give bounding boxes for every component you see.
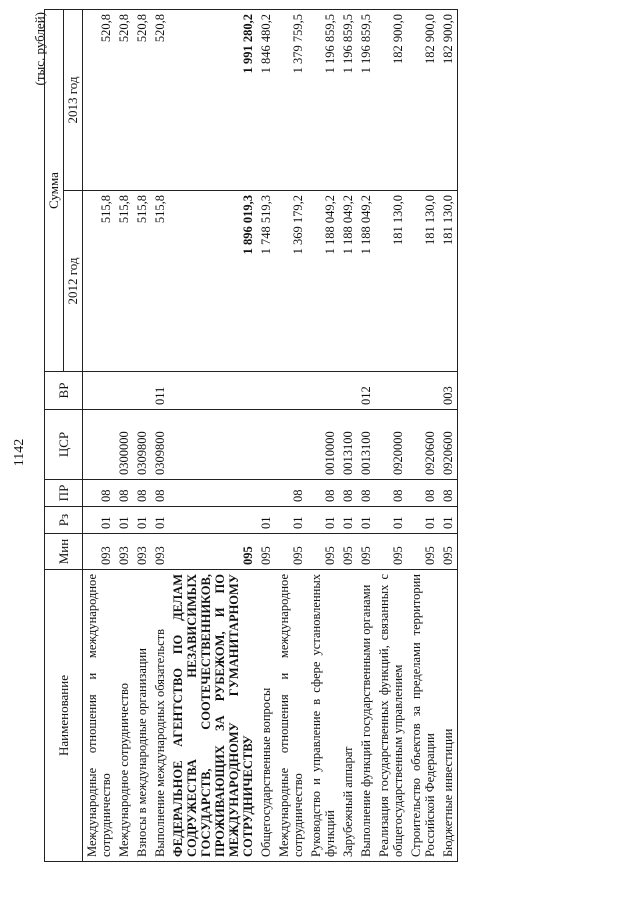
- row-name: Реализация государственных функций, связанных с общегосударственным управлением: [375, 570, 407, 862]
- table-row: [439, 10, 458, 862]
- row-sum-2013: 1 196 859,5: [339, 10, 357, 191]
- table-row: [375, 10, 407, 862]
- row-pr: 08: [357, 480, 375, 507]
- row-sum-2012: 515,8: [115, 191, 133, 372]
- row-name: ФЕДЕРАЛЬНОЕ АГЕНТСТВО ПО ДЕЛАМ СОДРУЖЕСТВА НЕЗАВИСИМЫХ ГОСУДАРСТВ, СООТЕЧЕСТВЕННИКОВ, ПРОЖИВАЮЩИХ ЗА РУБЕЖОМ, И ПО МЕЖДУНАРОДНОМУ ГУМАНИТАРНОМУ СОТРУДНИЧЕСТВУ: [169, 570, 257, 862]
- row-rz: 01: [115, 507, 133, 534]
- row-min: 095: [407, 534, 439, 570]
- table-row: [357, 10, 375, 862]
- row-sum-2012: 1 369 179,2: [275, 191, 307, 372]
- row-sum-2013: 1 379 759,5: [275, 10, 307, 191]
- row-csr: 0920000: [375, 410, 407, 480]
- header-rz: Рз: [45, 507, 83, 534]
- row-pr: [257, 480, 275, 507]
- row-name: Общегосударственные вопросы: [257, 570, 275, 862]
- row-sum-2012: 515,8: [83, 191, 116, 372]
- row-min: 093: [133, 534, 151, 570]
- row-vr: [169, 372, 257, 410]
- row-csr: 0309800: [133, 410, 151, 480]
- table-row: [257, 10, 275, 862]
- row-rz: 01: [151, 507, 169, 534]
- table-row: [151, 10, 169, 862]
- row-name: Строительство объектов за пределами территории Российской Федерации: [407, 570, 439, 862]
- header-sum: Сумма: [45, 10, 64, 372]
- header-pr: ПР: [45, 480, 83, 507]
- row-sum-2013: 520,8: [133, 10, 151, 191]
- table-row: [407, 10, 439, 862]
- row-sum-2012: 1 748 519,3: [257, 191, 275, 372]
- row-vr: [375, 372, 407, 410]
- row-name: Выполнение международных обязательств: [151, 570, 169, 862]
- row-sum-2013: 1 196 859,5: [357, 10, 375, 191]
- table-row: [115, 10, 133, 862]
- header-row-1: [45, 10, 64, 862]
- row-rz: 01: [339, 507, 357, 534]
- row-sum-2013: 1 846 480,2: [257, 10, 275, 191]
- row-csr: [83, 410, 116, 480]
- row-min: 095: [375, 534, 407, 570]
- row-csr: 0920600: [439, 410, 458, 480]
- row-sum-2013: 1 991 280,2: [169, 10, 257, 191]
- header-name: Наименование: [45, 570, 83, 862]
- row-csr: 0300000: [115, 410, 133, 480]
- row-name: Бюджетные инвестиции: [439, 570, 458, 862]
- row-csr: 0309800: [151, 410, 169, 480]
- row-csr: [257, 410, 275, 480]
- row-vr: [407, 372, 439, 410]
- page-number: 1142: [12, 438, 27, 467]
- row-csr: [169, 410, 257, 480]
- row-rz: 01: [375, 507, 407, 534]
- header-2012: 2012 год: [64, 191, 83, 372]
- row-sum-2012: 515,8: [133, 191, 151, 372]
- row-name: Руководство и управление в сфере установленных функций: [307, 570, 339, 862]
- row-min: 093: [83, 534, 116, 570]
- row-vr: 003: [439, 372, 458, 410]
- table-body: [83, 10, 458, 862]
- row-vr: [133, 372, 151, 410]
- row-min: 095: [169, 534, 257, 570]
- table-row: [339, 10, 357, 862]
- table-row: [83, 10, 116, 862]
- row-rz: 01: [257, 507, 275, 534]
- row-pr: 08: [151, 480, 169, 507]
- row-rz: 01: [439, 507, 458, 534]
- row-sum-2012: 1 188 049,2: [339, 191, 357, 372]
- row-pr: 08: [307, 480, 339, 507]
- row-sum-2013: 182 900,0: [439, 10, 458, 191]
- row-vr: [83, 372, 116, 410]
- row-pr: 08: [439, 480, 458, 507]
- row-pr: 08: [133, 480, 151, 507]
- row-pr: 08: [275, 480, 307, 507]
- table-row: [307, 10, 339, 862]
- row-sum-2012: 181 130,0: [439, 191, 458, 372]
- row-sum-2012: 1 896 019,3: [169, 191, 257, 372]
- row-pr: 08: [407, 480, 439, 507]
- row-sum-2012: 515,8: [151, 191, 169, 372]
- row-name: Международные отношения и международное сотрудничество: [275, 570, 307, 862]
- row-sum-2013: 520,8: [151, 10, 169, 191]
- header-min: Мин: [45, 534, 83, 570]
- table-row: [275, 10, 307, 862]
- row-min: 095: [357, 534, 375, 570]
- row-sum-2013: 520,8: [115, 10, 133, 191]
- row-csr: 0010000: [307, 410, 339, 480]
- row-rz: 01: [275, 507, 307, 534]
- row-min: 093: [151, 534, 169, 570]
- row-pr: 08: [339, 480, 357, 507]
- row-vr: [339, 372, 357, 410]
- row-pr: 08: [83, 480, 116, 507]
- row-name: Зарубежный аппарат: [339, 570, 357, 862]
- row-vr: [307, 372, 339, 410]
- row-vr: [115, 372, 133, 410]
- units-label: (тыс. рублей): [32, 12, 47, 86]
- row-sum-2012: 1 188 049,2: [307, 191, 339, 372]
- row-vr: 012: [357, 372, 375, 410]
- row-sum-2013: 182 900,0: [375, 10, 407, 191]
- row-rz: 01: [407, 507, 439, 534]
- header-csr: ЦСР: [45, 410, 83, 480]
- header-vr: ВР: [45, 372, 83, 410]
- row-min: 095: [257, 534, 275, 570]
- row-csr: 0013100: [339, 410, 357, 480]
- row-csr: 0920600: [407, 410, 439, 480]
- row-pr: [169, 480, 257, 507]
- row-rz: 01: [83, 507, 116, 534]
- table-row: [169, 10, 257, 862]
- row-min: 095: [339, 534, 357, 570]
- row-csr: [275, 410, 307, 480]
- row-name: Выполнение функций государственными органами: [357, 570, 375, 862]
- row-name: Международные отношения и международное сотрудничество: [83, 570, 116, 862]
- row-vr: [275, 372, 307, 410]
- row-min: 093: [115, 534, 133, 570]
- row-sum-2012: 181 130,0: [407, 191, 439, 372]
- row-sum-2012: 181 130,0: [375, 191, 407, 372]
- row-rz: [169, 507, 257, 534]
- row-min: 095: [439, 534, 458, 570]
- row-rz: 01: [357, 507, 375, 534]
- row-sum-2013: 520,8: [83, 10, 116, 191]
- row-min: 095: [275, 534, 307, 570]
- row-pr: 08: [115, 480, 133, 507]
- row-sum-2012: 1 188 049,2: [357, 191, 375, 372]
- row-vr: [257, 372, 275, 410]
- row-min: 095: [307, 534, 339, 570]
- row-pr: 08: [375, 480, 407, 507]
- row-name: Взносы в международные организации: [133, 570, 151, 862]
- row-sum-2013: 182 900,0: [407, 10, 439, 191]
- table-row: [133, 10, 151, 862]
- row-rz: 01: [133, 507, 151, 534]
- row-sum-2013: 1 196 859,5: [307, 10, 339, 191]
- row-csr: 0013100: [357, 410, 375, 480]
- row-rz: 01: [307, 507, 339, 534]
- row-vr: 011: [151, 372, 169, 410]
- budget-table: [44, 9, 458, 862]
- header-2013: 2013 год: [64, 10, 83, 191]
- row-name: Международное сотрудничество: [115, 570, 133, 862]
